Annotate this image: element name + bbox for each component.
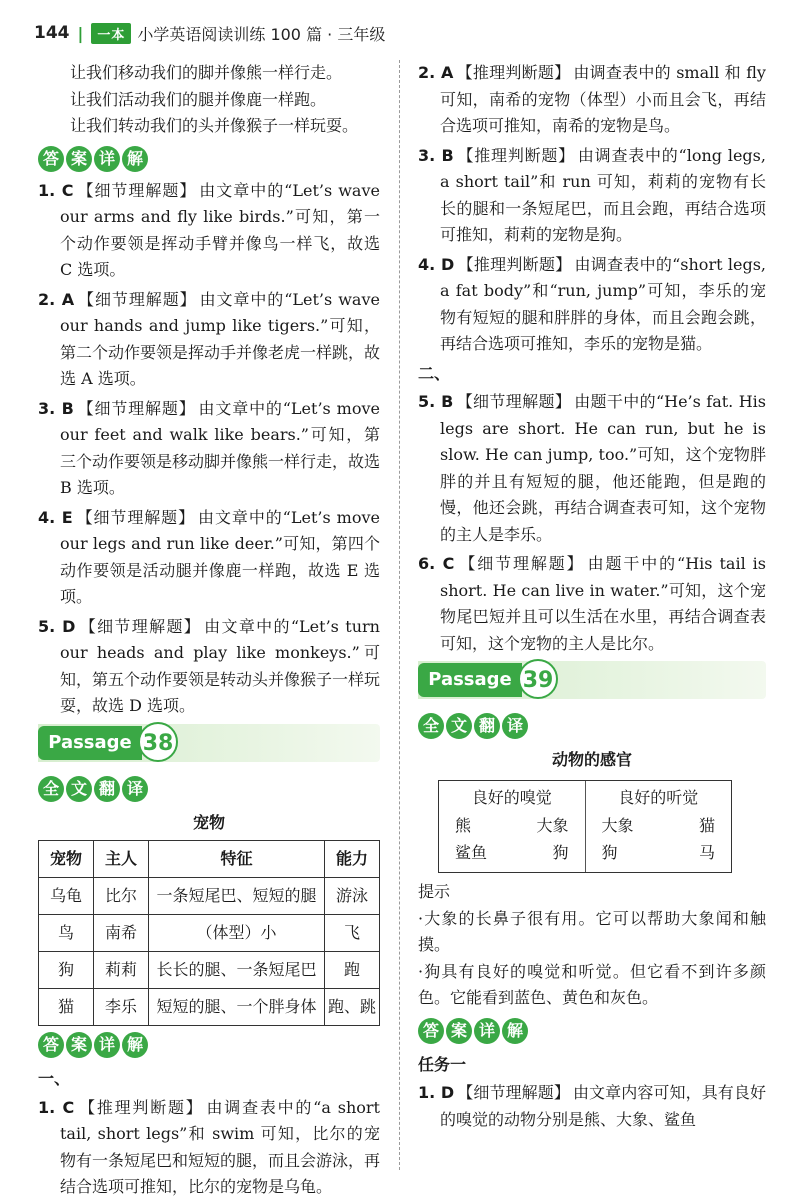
badge-char: 解: [122, 146, 148, 172]
smell-header: 良好的嗅觉: [471, 787, 552, 807]
answer-number: 4. D: [418, 254, 455, 274]
table-cell: 跑、跳: [325, 989, 380, 1026]
page-number: 144: [34, 23, 70, 43]
table-cell: （体型）小: [149, 915, 325, 952]
answer-text: 由文章中的“Let’s move our legs and run like deer.”可知，第四个动作要领是活动腿并像鹿一样跑，故选 E 选项。: [60, 507, 380, 606]
answer-text: 由调查表中的“long legs, a short tail”和 run 可知，莉莉的宠物有长长的腿和一条短尾巴，而且会跑，再结合选项可推知，莉莉的宠物是狗。: [440, 145, 766, 244]
answer-text: 由调查表中的 small 和 fly 可知，南希的宠物（体型）小而且会飞，再结合选项可推知，南希的宠物是鸟。: [440, 63, 766, 135]
animal-name: 猫: [698, 816, 715, 835]
right-column: [418, 60, 766, 1136]
badge-char: 答: [418, 1018, 444, 1044]
table-header-row: [39, 841, 380, 878]
question-type: 【细节理解题】: [457, 1083, 570, 1102]
animal-name: 大象: [601, 816, 634, 835]
answer-text: 由文章中的“Let’s wave our hands and jump like tigers.”可知，第二个动作要领是挥动手并像老虎一样跳，故选 A 选项。: [60, 289, 381, 388]
table-row: [39, 915, 380, 952]
brand-logo: 一本: [91, 23, 131, 44]
animal-row: [594, 840, 724, 867]
pets-table: [38, 840, 380, 1026]
answer-text: 由文章中的“Let’s move our feet and walk like bears.”可知，第三个动作要领是移动脚并像熊一样行走，故选 B 选项。: [60, 398, 381, 497]
answer-number: 5. D: [38, 616, 76, 636]
table-cell: 一条短尾巴、短短的腿: [149, 878, 325, 915]
smell-column: [439, 781, 585, 873]
table-header: 主人: [94, 841, 149, 878]
column-divider: [399, 60, 400, 1170]
table-title: 宠物: [192, 812, 225, 832]
left-column: [38, 60, 380, 1204]
section-heading: 一、: [38, 1069, 71, 1088]
answers-badge-2: [38, 1032, 148, 1058]
answer-text: 由文章中的“Let’s wave our arms and fly like birds.”可知，第一个动作要领是挥动手臂并像鸟一样飞，故选 C 选项。: [60, 180, 380, 279]
animal-name: 马: [698, 842, 715, 862]
question-type: 【细节理解题】: [78, 616, 202, 636]
answer-number: 1. D: [418, 1083, 455, 1102]
table-cell: 南希: [94, 915, 149, 952]
badge-char: 解: [502, 1018, 528, 1044]
badge-char: 案: [66, 146, 92, 172]
passage-label: Passage: [418, 663, 522, 697]
hearing-header: 良好的听觉: [618, 787, 699, 807]
animal-name: 狗: [601, 842, 618, 862]
table-cell: 狗: [39, 952, 94, 989]
question-type: 【细节理解题】: [76, 398, 196, 418]
animal-name: 鲨鱼: [455, 842, 488, 862]
answer-item: [418, 551, 766, 657]
badge-char: 翻: [94, 776, 120, 802]
answer-text: 由题干中的“He’s fat. His legs are short. He can run, but he is slow. He can jump, too.”可知，这个宠物胖胖的并且有短短的腿，他还能跑，但是跑的慢，他还会跳，再结合调查表可知，这个宠物的主人是李乐。: [440, 392, 766, 544]
table-header: 特征: [149, 841, 325, 878]
answer-text: 由调查表中的“a short tail, short legs”和 swim 可知，比尔的宠物有一条短尾巴和短短的腿，而且会游泳，再结合选项可推知，比尔的宠物是乌龟。: [60, 1097, 381, 1196]
question-type: 【推理判断题】: [77, 1097, 204, 1117]
table-cell: 李乐: [94, 989, 149, 1026]
answer-item: [38, 396, 380, 502]
table-cell: 比尔: [94, 878, 149, 915]
badge-char: 详: [94, 1032, 120, 1058]
table-cell: 跑: [325, 952, 380, 989]
tip-line: ·狗具有良好的嗅觉和听觉。但它看不到许多颜色。它能看到蓝色、黄色和灰色。: [418, 961, 766, 1007]
badge-char: 详: [474, 1018, 500, 1044]
table-row: [39, 952, 380, 989]
answer-number: 2. A: [38, 289, 75, 309]
badge-char: 全: [38, 776, 64, 802]
answer-item: [418, 1080, 766, 1133]
table-header: 能力: [325, 841, 380, 878]
passage-label: Passage: [38, 726, 142, 760]
badge-char: 案: [66, 1032, 92, 1058]
passage-banner: [418, 661, 766, 699]
badge-char: 全: [418, 713, 444, 739]
answer-text: 由调查表中的“short legs, a fat body”和“run, jump”可知，李乐的宠物有短短的腿和胖胖的身体，而且会跑会跳，再结合选项可推知，李乐的宠物是猫。: [440, 254, 766, 353]
badge-char: 答: [38, 1032, 64, 1058]
question-type: 【细节理解题】: [75, 507, 196, 527]
question-type: 【细节理解题】: [456, 392, 572, 411]
badge-char: 译: [502, 713, 528, 739]
table-row: [39, 989, 380, 1026]
answer-item: [38, 614, 380, 720]
animal-row: [594, 813, 724, 840]
senses-title: 动物的感官: [551, 750, 632, 769]
header-separator: |: [77, 23, 84, 43]
answer-text: 由题干中的“His tail is short. He can live in water.”可知，这个宠物尾巴短并且可以生活在水里，再结合调查表可知，这个宠物的主人是比尔。: [440, 554, 766, 653]
book-title: 小学英语阅读训练 100 篇 · 三年级: [137, 24, 386, 44]
answer-text: 由文章内容可知，具有良好的嗅觉的动物分别是熊、大象、鲨鱼: [440, 1083, 766, 1129]
answer-number: 1. C: [38, 180, 74, 200]
passage-number: 38: [138, 722, 178, 762]
table-cell: 乌龟: [39, 878, 94, 915]
question-type: 【推理判断题】: [456, 145, 575, 165]
badge-char: 案: [446, 1018, 472, 1044]
question-type: 【推理判断题】: [456, 63, 571, 82]
table-cell: 长长的腿、一条短尾巴: [149, 952, 325, 989]
question-type: 【细节理解题】: [457, 554, 585, 573]
table-cell: 飞: [325, 915, 380, 952]
question-type: 【推理判断题】: [457, 254, 572, 274]
answer-number: 6. C: [418, 554, 455, 573]
badge-char: 详: [94, 146, 120, 172]
answer-number: 4. E: [38, 507, 73, 527]
answers-badge: [418, 1018, 528, 1044]
animal-name: 熊: [455, 816, 472, 835]
answer-item: [38, 1095, 380, 1201]
intro-line-2: 让我们活动我们的腿并像鹿一样跑。: [70, 89, 327, 109]
answer-item: [418, 252, 766, 358]
badge-char: 答: [38, 146, 64, 172]
animal-name: 狗: [552, 842, 569, 862]
table-cell: 短短的腿、一个胖身体: [149, 989, 325, 1026]
table-cell: 游泳: [325, 878, 380, 915]
answer-number: 2. A: [418, 63, 454, 82]
answer-number: 3. B: [418, 145, 454, 165]
senses-box: [438, 780, 732, 874]
badge-char: 文: [446, 713, 472, 739]
table-cell: 鸟: [39, 915, 94, 952]
intro-line-3: 让我们转动我们的头并像猴子一样玩耍。: [70, 116, 359, 135]
table-header: 宠物: [39, 841, 94, 878]
tips-label: 提示: [418, 882, 451, 901]
answer-item: [38, 178, 380, 284]
hearing-column: [585, 781, 732, 873]
passage-banner: [38, 724, 380, 762]
passage-number: 39: [518, 659, 558, 699]
badge-char: 翻: [474, 713, 500, 739]
answer-item: [38, 287, 380, 393]
animal-name: 大象: [536, 816, 569, 835]
answer-number: 5. B: [418, 392, 454, 411]
table-cell: 莉莉: [94, 952, 149, 989]
intro-line-1: 让我们移动我们的脚并像熊一样行走。: [70, 63, 343, 82]
animal-row: [447, 840, 577, 867]
translation-badge: [38, 776, 148, 802]
answer-item: [418, 389, 766, 548]
answer-number: 3. B: [38, 398, 74, 418]
question-type: 【细节理解题】: [77, 289, 197, 309]
answer-item: [418, 143, 766, 249]
badge-char: 解: [122, 1032, 148, 1058]
badge-char: 译: [122, 776, 148, 802]
table-cell: 猫: [39, 989, 94, 1026]
answer-item: [418, 60, 766, 140]
question-type: 【细节理解题】: [76, 180, 197, 200]
task-heading: 任务一: [418, 1054, 467, 1074]
tip-line: ·大象的长鼻子很有用。它可以帮助大象闻和触摸。: [418, 908, 766, 954]
table-row: [39, 878, 380, 915]
answer-item: [38, 505, 380, 611]
animal-row: [447, 813, 577, 840]
translation-badge: [418, 713, 528, 739]
badge-char: 文: [66, 776, 92, 802]
section-heading: 二、: [418, 363, 451, 383]
page-header: [34, 18, 774, 48]
answer-number: 1. C: [38, 1097, 75, 1117]
answers-badge: [38, 146, 148, 172]
answer-text: 由文章中的“Let’s turn our heads and play like monkeys.”可知，第五个动作要领是转动头并像猴子一样玩耍，故选 D 选项。: [60, 616, 381, 715]
